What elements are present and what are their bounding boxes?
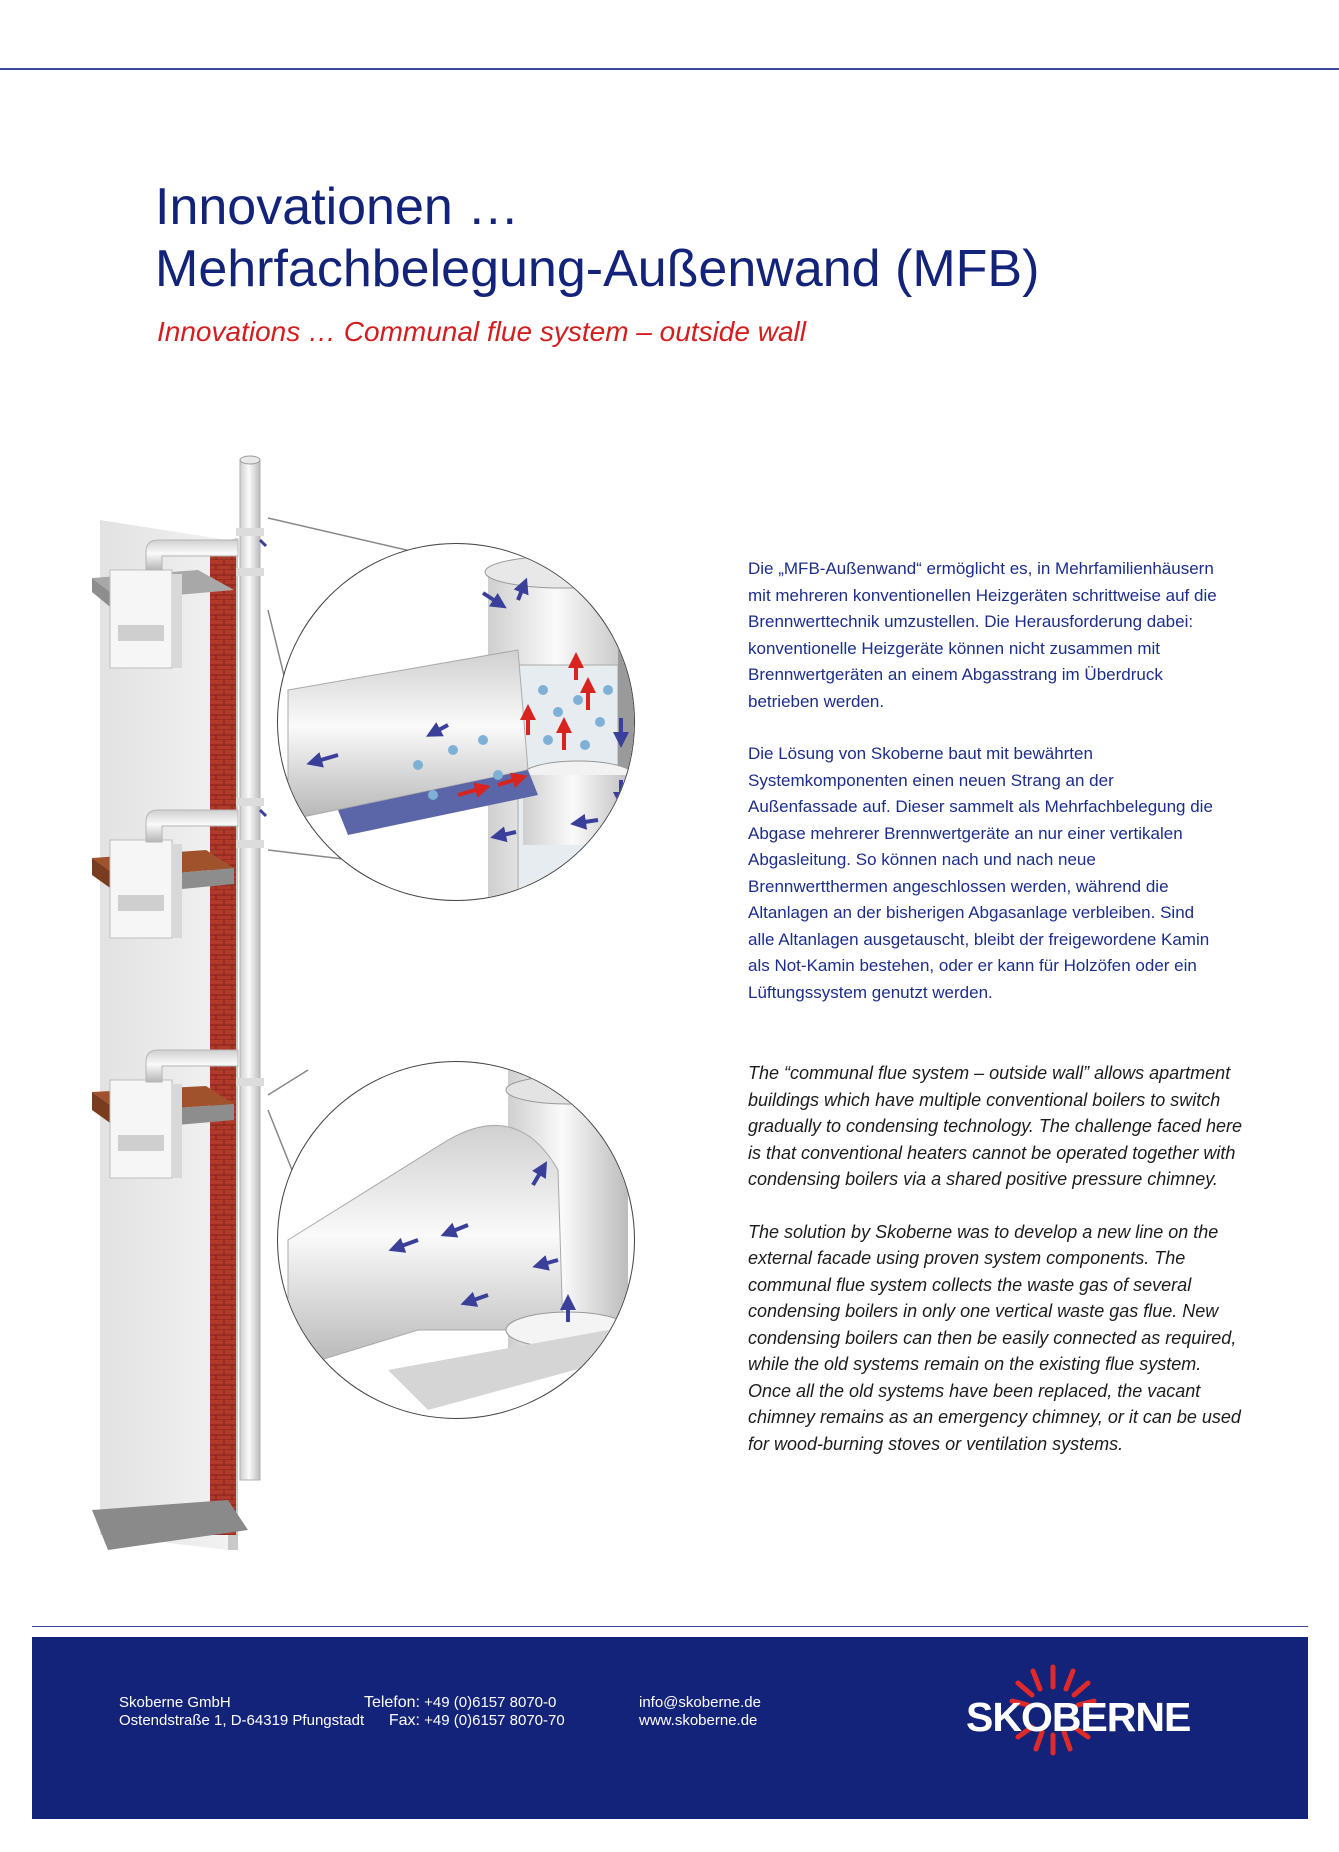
detail-circle-bottom (278, 1060, 648, 1420)
phone-number: +49 (0)6157 8070-0 (424, 1694, 557, 1711)
company-name: Skoberne GmbH (119, 1694, 231, 1711)
bottom-divider (32, 1626, 1308, 1627)
description-english (748, 1060, 1248, 1483)
footer-contact-block (354, 1694, 565, 1730)
german-paragraph-2: Die Lösung von Skoberne baut mit bewährten Systemkomponenten einen neuen Strang an der Außenfassade auf. Dieser sammelt als Mehrfachbelegung die Abgase mehrerer Brennwertgeräte an nur einer vertikalen Abgasleitung. So können nach und nach neue Brennwertthermen angeschlossen werden, während die Altanlagen an der bisherigen Abgasanlage verbleiben. Sind alle Altanlagen ausgetauscht, bleibt der freigewordene Kamin als Not-Kamin bestehen, oder er kann für Holzöfen oder ein Lüftungssystem genutzt werden. (748, 744, 1213, 1002)
email-link[interactable]: info@skoberne.de (639, 1694, 761, 1711)
skoberne-logo-text: SKOBERNE (966, 1694, 1191, 1740)
detail-circle-top (278, 540, 641, 910)
footer-bar (32, 1637, 1308, 1819)
flue-system-illustration (88, 450, 748, 1550)
title-line-2: Mehrfachbelegung-Außenwand (MFB) (155, 240, 1040, 298)
english-paragraph-2: The solution by Skoberne was to develop a new line on the external facade using proven system components. The communal flue system collects the waste gas of several condensing boilers in only one vertical waste gas flue. New condensing boilers can then be easily connected as required, while the old systems remain on the existing flue system. Once all the old systems have been replaced, the vacant chimney remains as an emergency chimney, or it can be used for wood-burning stoves or ventilation systems. (748, 1221, 1241, 1454)
page-title (155, 176, 1039, 300)
phone-label: Telefon: (363, 1694, 420, 1711)
title-line-1: Innovationen … (155, 178, 520, 236)
fax-number: +49 (0)6157 8070-70 (424, 1712, 565, 1729)
boiler-unit-1 (110, 570, 182, 668)
footer-web-block (639, 1694, 761, 1730)
page-subtitle: Innovations … Communal flue system – outside wall (157, 316, 806, 347)
vertical-flue-pipe (236, 456, 266, 1480)
boiler-unit-3 (110, 1080, 182, 1178)
english-paragraph-1: The “communal flue system – outside wall” allows apartment buildings which have multiple conventional boilers to switch gradually to condensing technology. The challenge faced here is that conventional heaters cannot be operated together with condensing boilers via a shared positive pressure chimney. (748, 1063, 1243, 1189)
building-facade (92, 520, 248, 1550)
company-address: Ostendstraße 1, D-64319 Pfungstadt (119, 1712, 365, 1729)
description-german (748, 556, 1218, 1032)
german-paragraph-1: Die „MFB-Außenwand“ ermöglicht es, in Mehrfamilienhäusern mit mehreren konventionellen Heizgeräten schrittweise auf die Brennwerttechnik umzustellen. Die Herausforderung dabei: konventionelle Heizgeräte können nicht zusammen mit Brennwertgeräten an einem Abgasstrang im Überdruck betrieben werden. (748, 559, 1217, 711)
boiler-unit-2 (110, 840, 182, 938)
fax-label: Fax: (388, 1712, 420, 1729)
website-link[interactable]: www.skoberne.de (639, 1712, 758, 1729)
footer-company-block (119, 1694, 364, 1730)
top-divider (0, 68, 1339, 70)
